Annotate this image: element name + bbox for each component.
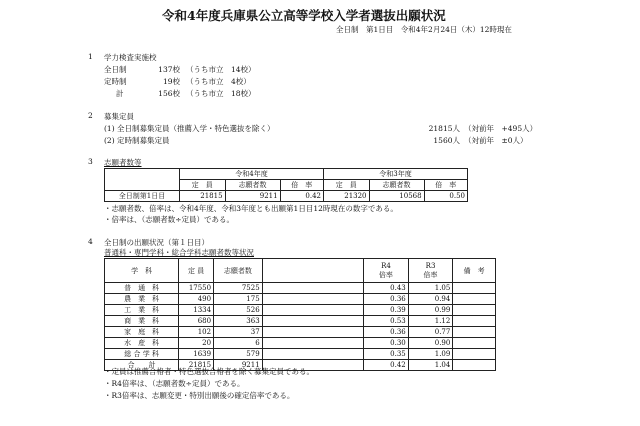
s2-row-label: (1) 全日制募集定員（推薦入学・特色選抜を除く） [104,124,275,133]
row-r3: 0.77 [408,327,453,338]
page-subtitle: 全日制 第1日目 令和4年2月24日（木）12時現在 [336,25,512,34]
s1-row-note: （うち市立 14校） [186,65,256,74]
section-3-number: 3 [88,157,93,166]
row-name: 水 産 科 [105,338,179,349]
summary-head-r3: 令和3年度 [323,169,467,180]
row-r4: 0.30 [364,338,409,349]
detail-note: ・R3倍率は、志願変更・特別出願後の確定倍率である。 [104,391,295,400]
s2-row-label: (2) 定時制募集定員 [104,136,170,145]
detail-head-teiin: 定 員 [179,259,214,283]
row-biko [453,360,496,371]
row-biko [453,316,496,327]
row-r4: 0.35 [364,349,409,360]
s1-row-label: 全日制 [104,65,127,74]
page-title: 令和4年度兵庫県公立高等学校入学者選抜出願状況 [162,8,446,23]
row-shigan: 6 [214,338,263,349]
detail-head-r4: R4 倍率 [364,259,409,283]
summary-r4-teiin: 21815 [180,191,226,202]
section-4-title: 全日制の出願状況（第１日目） [104,238,209,247]
row-r3: 0.90 [408,338,453,349]
row-teiin: 1334 [179,305,214,316]
section-1-number: 1 [88,52,93,61]
row-teiin: 102 [179,327,214,338]
row-r3: 0.99 [408,305,453,316]
row-biko [453,294,496,305]
row-r3: 1.04 [408,360,453,371]
row-r3: 1.09 [408,349,453,360]
row-shigan: 7525 [214,283,263,294]
row-shigan: 175 [214,294,263,305]
section-4-number: 4 [88,237,93,246]
table-row [105,283,496,294]
s1-row-count: 137校 [158,65,180,74]
row-shigan: 579 [214,349,263,360]
s1-row-count: 156校 [158,89,180,98]
row-name: 工 業 科 [105,305,179,316]
s1-row-label: 計 [116,89,124,98]
detail-head-shigan: 志願者数 [214,259,263,283]
s2-row-value: 21815人 [428,124,460,133]
summary-col-bairitsu: 倍 率 [280,180,323,191]
detail-table [104,258,496,371]
table-row [105,338,496,349]
row-teiin: 21815 [179,360,214,371]
table-row [105,349,496,360]
detail-head-gakka: 学 科 [105,259,179,283]
row-biko [453,349,496,360]
row-name: 合 計 [105,360,179,371]
row-blank [262,338,363,349]
row-name: 商 業 科 [105,316,179,327]
section-2-title: 募集定員 [104,112,134,121]
row-teiin: 20 [179,338,214,349]
row-shigan: 526 [214,305,263,316]
summary-note: ・志願者数、倍率は、令和4年度、令和3年度とも出願第1日目12時現在の数字である。 [104,204,398,213]
row-biko [453,305,496,316]
section-2-number: 2 [88,111,93,120]
s1-row-note: （うち市立 4校） [186,77,251,86]
row-teiin: 17550 [179,283,214,294]
row-name: 普 通 科 [105,283,179,294]
row-teiin: 490 [179,294,214,305]
detail-note: ・定員は推薦合格者・特色選抜合格者を除く募集定員である。 [104,367,314,376]
summary-col-teiin: 定 員 [323,180,369,191]
section-1-title: 学力検査実施校 [104,53,157,62]
row-r4: 0.42 [364,360,409,371]
detail-head-r3: R3 倍率 [408,259,453,283]
row-r3: 1.05 [408,283,453,294]
row-shigan: 9211 [214,360,263,371]
row-name: 農 業 科 [105,294,179,305]
row-r3: 0.94 [408,294,453,305]
row-blank [262,305,363,316]
section-4-subtitle: 普通科・専門学科・総合学科志願者数等状況 [104,248,254,257]
s2-row-note: （対前年 ±0人） [464,136,528,145]
section-3-title: 志願者数等 [104,158,142,167]
row-blank [262,316,363,327]
s1-row-count: 19校 [162,77,180,86]
row-shigan: 37 [214,327,263,338]
summary-r3-bairitsu: 0.50 [424,191,467,202]
s1-row-note: （うち市立 18校） [186,89,256,98]
detail-head-biko: 備 考 [453,259,496,283]
row-blank [262,327,363,338]
table-row [105,316,496,327]
summary-col-teiin: 定 員 [180,180,226,191]
row-r4: 0.39 [364,305,409,316]
summary-r3-teiin: 21320 [323,191,369,202]
row-biko [453,338,496,349]
summary-r4-bairitsu: 0.42 [280,191,323,202]
summary-row-label: 全日制第1日目 [105,191,180,202]
row-r4: 0.53 [364,316,409,327]
row-blank [262,283,363,294]
summary-r4-shigan: 9211 [225,191,280,202]
row-r4: 0.36 [364,294,409,305]
row-r4: 0.43 [364,283,409,294]
s2-row-value: 1560人 [433,136,460,145]
summary-head-r4: 令和4年度 [180,169,324,180]
row-teiin: 680 [179,316,214,327]
detail-head-blank [262,259,363,283]
detail-note: ・R4倍率は、（志願者数÷定員）である。 [104,379,245,388]
summary-col-shigan: 志願者数 [369,180,424,191]
summary-col-shigan: 志願者数 [225,180,280,191]
summary-col-bairitsu: 倍 率 [424,180,467,191]
row-blank [262,349,363,360]
s1-row-label: 定時制 [104,77,127,86]
table-row [105,294,496,305]
summary-corner-cell [105,169,180,191]
row-teiin: 1639 [179,349,214,360]
table-row [105,305,496,316]
table-row [105,327,496,338]
row-biko [453,327,496,338]
s2-row-note: （対前年 +495人） [464,124,538,133]
summary-table [104,168,468,202]
row-blank [262,294,363,305]
row-biko [453,283,496,294]
row-name: 家 庭 科 [105,327,179,338]
row-name: 総 合 学 科 [105,349,179,360]
row-shigan: 363 [214,316,263,327]
row-r3: 1.12 [408,316,453,327]
row-r4: 0.36 [364,327,409,338]
summary-r3-shigan: 10568 [369,191,424,202]
summary-note: ・倍率は、（志願者数÷定員）である。 [104,215,235,224]
